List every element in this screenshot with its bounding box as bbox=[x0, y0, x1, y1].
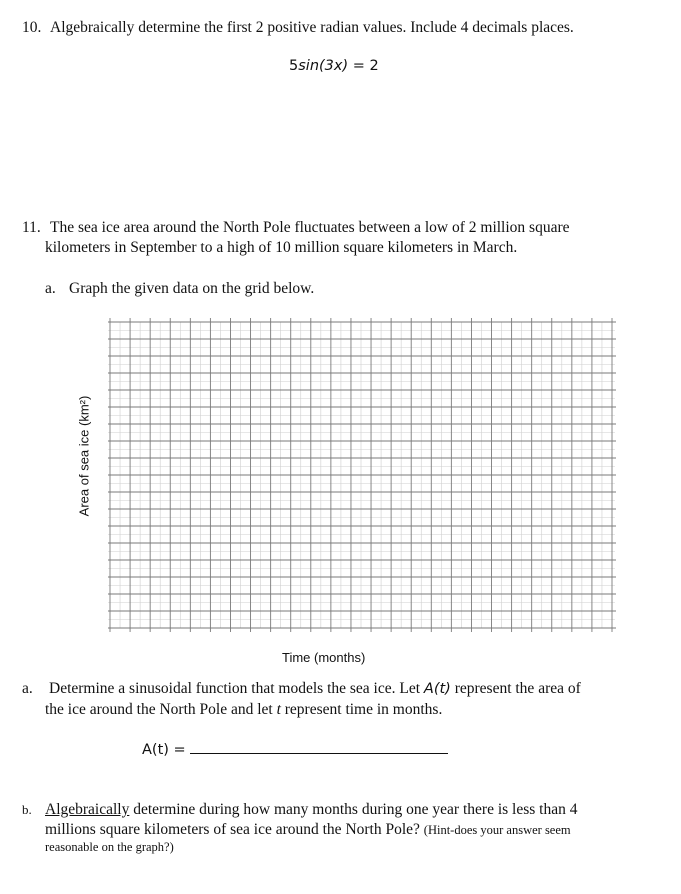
y-axis-label: Area of sea ice (km²) bbox=[76, 395, 92, 517]
part-b-line2-text: millions square kilometers of sea ice around the North Pole? bbox=[45, 821, 420, 838]
part-b-letter: b. bbox=[22, 802, 32, 817]
part-a-graph-text: Graph the given data on the grid below. bbox=[69, 280, 315, 297]
q11-line2: kilometers in September to a high of 10 million square kilometers in March. bbox=[45, 239, 518, 256]
part-a-model-line2 bbox=[45, 700, 442, 720]
part-b-line2 bbox=[45, 820, 571, 840]
equation-argument: (3x) bbox=[319, 58, 349, 74]
part-a-model-line1 bbox=[49, 679, 581, 699]
q11-line1: The sea ice area around the North Pole fluctuates between a low of 2 million square bbox=[50, 219, 570, 236]
equation-rhs: = 2 bbox=[348, 58, 379, 74]
x-axis-label: Time (months) bbox=[282, 650, 366, 665]
part-b-hint2: reasonable on the graph?) bbox=[45, 840, 174, 854]
graph-grid[interactable] bbox=[108, 318, 616, 632]
part-a-line1-post: represent the area of bbox=[450, 680, 581, 697]
part-a-t: t bbox=[276, 701, 281, 718]
part-a-line2-post: represent time in months. bbox=[280, 701, 443, 718]
part-a-graph-letter: a. bbox=[45, 280, 56, 297]
answer-label: A(t) = bbox=[142, 742, 186, 758]
q10-prompt: Algebraically determine the first 2 positive radian values. Include 4 decimals places. bbox=[50, 19, 574, 36]
part-b-hint1: (Hint-does your answer seem bbox=[423, 823, 571, 837]
part-a-line1-pre: Determine a sinusoidal function that models the sea ice. Let bbox=[49, 680, 424, 697]
part-b-underlined-word: Algebraically bbox=[45, 801, 130, 818]
answer-row bbox=[142, 739, 448, 759]
answer-blank[interactable] bbox=[190, 739, 448, 754]
part-b-line1 bbox=[45, 800, 577, 820]
part-a-A-of-t: A(t) bbox=[423, 681, 451, 697]
part-a-line2-pre: the ice around the North Pole and let bbox=[45, 701, 277, 718]
q10-equation bbox=[289, 58, 379, 74]
q10-number: 10. bbox=[22, 19, 42, 36]
part-b-line1-rest: determine during how many months during one year there is less than 4 bbox=[129, 801, 578, 818]
equation-function: sin bbox=[298, 58, 320, 74]
q11-number: 11. bbox=[22, 219, 41, 236]
equation-coefficient: 5 bbox=[289, 58, 299, 74]
part-a-model-letter: a. bbox=[22, 680, 33, 697]
